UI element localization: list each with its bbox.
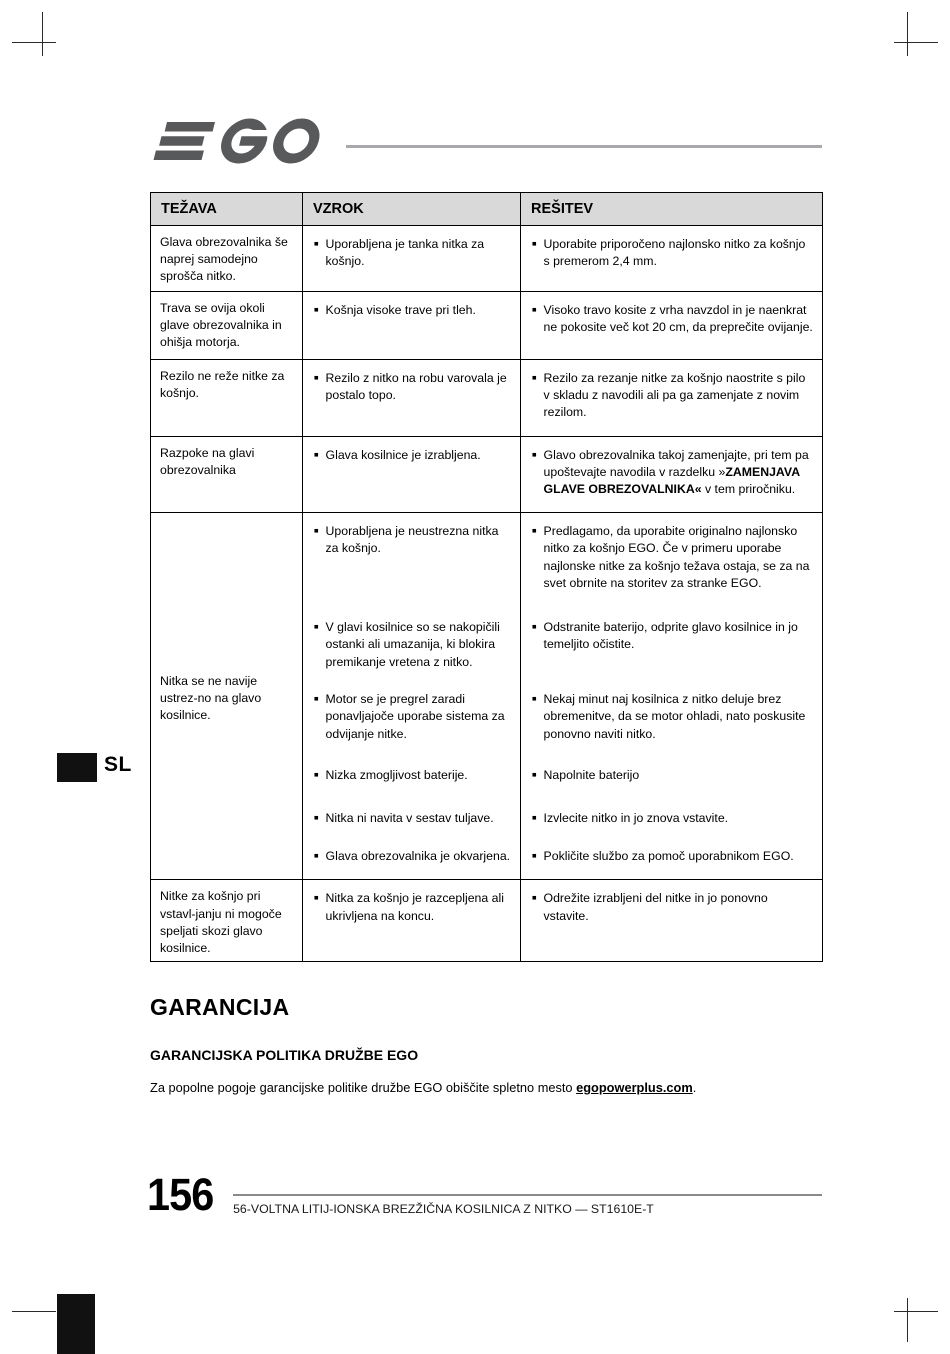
language-tab-label: SL — [104, 753, 132, 776]
table-row-multi — [151, 513, 823, 880]
solution-cell — [521, 513, 823, 880]
cause-text: Nitka za košnjo je razcepljena ali ukrivljena na koncu. — [325, 891, 504, 923]
cause-cell — [303, 360, 521, 437]
language-tab-block — [57, 753, 97, 782]
crop-mark — [907, 12, 908, 56]
cause-cell — [303, 513, 521, 880]
crop-mark — [12, 1311, 56, 1312]
cause-text: Glava kosilnice je izrabljena. — [325, 447, 481, 462]
table-header-row — [151, 193, 823, 226]
bullet-icon — [532, 619, 537, 681]
solution-text: Nekaj minut naj kosilnica z nitko deluje brez obremenitve, da se motor ohladi, nato poskusite ponovno naviti nitko. — [543, 692, 806, 741]
bullet-icon — [314, 523, 319, 609]
header — [150, 120, 822, 166]
bullet-icon — [314, 236, 319, 270]
footer-rule — [233, 1194, 822, 1196]
solution-text: Napolnite baterijo — [543, 768, 640, 783]
bullet-icon — [532, 810, 537, 838]
column-header-problem: TEŽAVA — [151, 193, 303, 226]
solution-cell — [521, 292, 823, 360]
crop-mark — [907, 1298, 908, 1342]
cause-text: Uporabljena je neustrezna nitka za košnjo. — [325, 524, 499, 556]
table-row — [151, 436, 823, 513]
bullet-icon — [314, 447, 319, 464]
ego-logo-icon — [150, 118, 332, 169]
crop-mark — [894, 42, 938, 43]
bullet-icon — [314, 848, 319, 865]
header-rule — [346, 145, 822, 148]
solution-text: Rezilo za rezanje nitke za košnjo naostrite s pilo v skladu z navodili ali pa ga zamenjate z novim rezilom. — [543, 371, 806, 420]
warranty-body: Za popolne pogoje garancijske politike družbe EGO obiščite spletno mesto egopowerplus.com. — [150, 1080, 697, 1096]
solution-text: Odstranite baterijo, odprite glavo kosilnice in jo temeljito očistite. — [543, 620, 798, 652]
crop-mark — [42, 12, 43, 56]
bullet-icon — [314, 691, 319, 757]
cause-cell — [303, 292, 521, 360]
cause-text: Rezilo z nitko na robu varovala je postalo topo. — [325, 371, 507, 403]
solution-cell — [521, 360, 823, 437]
cause-text: Nizka zmogljivost baterije. — [325, 768, 468, 783]
bullet-icon — [532, 890, 537, 924]
cause-text: Košnja visoke trave pri tleh. — [325, 303, 476, 317]
bullet-icon — [532, 767, 537, 800]
bullet-icon — [532, 302, 537, 336]
table-row — [151, 292, 823, 360]
solution-cell — [521, 436, 823, 513]
warranty-link[interactable]: egopowerplus.com — [576, 1080, 693, 1096]
column-header-solution: REŠITEV — [521, 193, 823, 226]
problem-cell: Razpoke na glavi obrezovalnika — [151, 436, 303, 513]
bullet-icon — [532, 523, 537, 609]
table-row — [151, 226, 823, 292]
solution-cell — [521, 226, 823, 292]
warranty-section — [150, 994, 822, 1098]
page-footer — [147, 1169, 822, 1220]
bullet-icon — [314, 619, 319, 681]
solution-text: Predlagamo, da uporabite originalno najlonsko nitko za košnjo EGO. Če v primeru uporabe najlonske nitke za košnjo težava ostaja, se za na svet obrnite na storitev za stranke EGO. — [543, 524, 810, 590]
cause-text: Uporabljena je tanka nitka za košnjo. — [325, 237, 485, 269]
warranty-title: GARANCIJA — [150, 994, 290, 1021]
cause-cell — [303, 880, 521, 962]
bullet-icon — [532, 691, 537, 757]
bullet-icon — [532, 236, 537, 270]
bullet-icon — [532, 848, 537, 865]
crop-mark — [12, 42, 56, 43]
cause-text: Motor se je pregrel zaradi ponavljajoče uporabe sistema za odvijanje nitke. — [325, 692, 505, 741]
table-row — [151, 880, 823, 962]
bullet-icon — [314, 890, 319, 924]
solution-cell — [521, 880, 823, 962]
problem-cell: Nitka se ne navije ustrez-no na glavo kosilnice. — [151, 513, 303, 880]
bullet-icon — [532, 447, 537, 499]
bullet-icon — [314, 370, 319, 404]
footer-text: 56-VOLTNA LITIJ-IONSKA BREZŽIČNA KOSILNICA Z NITKO — ST1610E-T — [233, 1202, 654, 1216]
cause-cell — [303, 436, 521, 513]
problem-cell: Rezilo ne reže nitke za košnjo. — [151, 360, 303, 437]
column-header-cause: VZROK — [303, 193, 521, 226]
problem-cell: Trava se ovija okoli glave obrezovalnika in ohišja motorja. — [151, 292, 303, 360]
table-row — [151, 360, 823, 437]
solution-text: Pokličite službo za pomoč uporabnikom EGO. — [543, 849, 794, 864]
bullet-icon — [532, 370, 537, 422]
solution-text: Uporabite priporočeno najlonsko nitko za košnjo s premerom 2,4 mm. — [543, 237, 806, 269]
problem-cell: Glava obrezovalnika še naprej samodejno sprošča nitko. — [151, 226, 303, 292]
troubleshooting-table — [150, 192, 823, 962]
problem-cell: Nitke za košnjo pri vstavl-janju ni mogoče speljati skozi glavo kosilnice. — [151, 880, 303, 962]
cause-cell — [303, 226, 521, 292]
print-registration-block — [57, 1294, 95, 1354]
solution-text: Glavo obrezovalnika takoj zamenjajte, pri tem pa upoštevajte navodila v razdelku »ZAMENJAVA GLAVE OBREZOVALNIKA« v tem priročniku. — [543, 447, 809, 497]
warranty-subtitle: GARANCIJSKA POLITIKA DRUŽBE EGO — [150, 1047, 419, 1064]
cause-text: V glavi kosilnice so se nakopičili ostanki ali umazanija, ki blokira premikanje vretena z nitko. — [325, 620, 500, 669]
bullet-icon — [314, 302, 319, 319]
cause-text: Nitka ni navita v sestav tuljave. — [325, 811, 494, 826]
crop-mark — [894, 1311, 938, 1312]
cause-text: Glava obrezovalnika je okvarjena. — [325, 849, 511, 864]
bullet-icon — [314, 810, 319, 838]
page-content — [150, 120, 822, 1098]
solution-text: Odrežite izrabljeni del nitke in jo ponovno vstavite. — [543, 891, 768, 923]
solution-text: Izvlecite nitko in jo znova vstavite. — [543, 811, 729, 826]
solution-text: Visoko travo kosite z vrha navzdol in je naenkrat ne pokosite več kot 20 cm, da preprečite ovijanje. — [543, 303, 813, 335]
page-number: 156 — [147, 1169, 214, 1220]
bullet-icon — [314, 767, 319, 800]
